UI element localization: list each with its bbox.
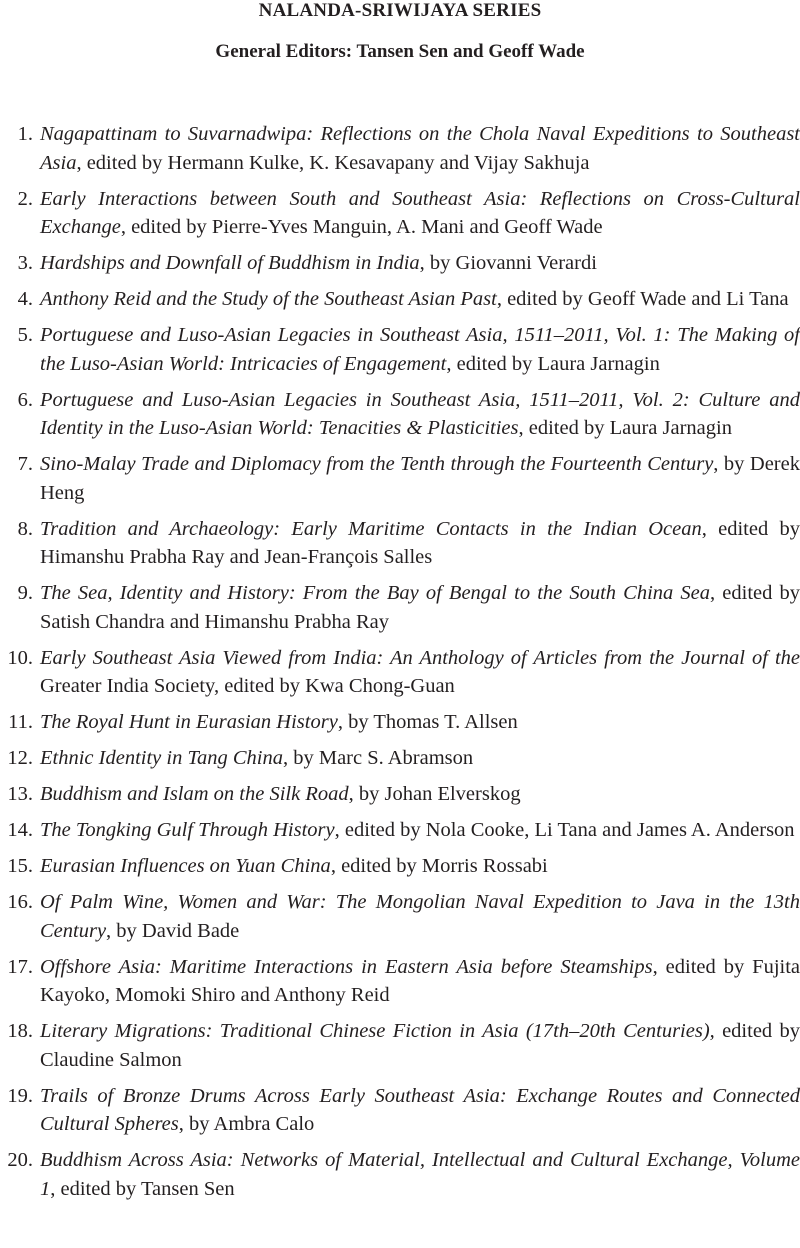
item-number: 19. [7, 1084, 33, 1107]
item-number: 12. [7, 747, 33, 769]
book-details: edited by Claudine Salmon [40, 1020, 800, 1071]
item-number: 15. [7, 855, 33, 877]
item-number: 11. [8, 711, 33, 733]
series-title: NALANDA-SRIWIJAYA SERIES [258, 0, 542, 21]
book-title: Trails of Bronze Drums Across Early Southeast Asia: Exchange Routes and Connected Cultural Spheres [40, 1084, 800, 1135]
book-title: Eurasian Influences on Yuan China [40, 855, 331, 877]
book-details: , edited by Geoff Wade and Li Tana [496, 288, 789, 310]
item-number: 2. [17, 187, 33, 210]
item-number: 20. [7, 1149, 33, 1171]
book-title: Of Palm Wine, Women and War: The Mongolian Naval Expedition to Java in the 13th Century [40, 891, 800, 942]
list-item [0, 185, 800, 242]
item-number: 14. [7, 819, 33, 841]
book-details: , by Thomas T. Allsen [337, 711, 518, 733]
list-item [0, 1017, 800, 1074]
item-number: 4. [17, 288, 33, 310]
item-number: 6. [17, 388, 33, 411]
book-title: The Sea, Identity and History: From the Bay of Bengal to the South China Sea [40, 582, 711, 604]
list-item [0, 321, 800, 378]
list-item [0, 515, 800, 572]
book-details: , edited by Morris Rossabi [330, 855, 548, 877]
list-item [0, 953, 800, 1010]
book-title: The Royal Hunt in Eurasian History [40, 711, 338, 733]
book-details: , edited by Hermann Kulke, K. Kesavapany and Vijay Sakhuja [76, 151, 590, 174]
item-number: 1. [17, 123, 33, 145]
book-title: Sino-Malay Trade and Diplomacy from the Tenth through the Fourteenth Century [40, 453, 714, 475]
book-title: Portuguese and Luso-Asian Legacies in Southeast Asia, 1511–2011, Vol. 1: The Making of the Luso-Asian World: Intricacies of Engagement [40, 324, 800, 375]
book-title: Buddhism and Islam on the Silk Road [40, 783, 349, 805]
book-list [0, 120, 800, 1211]
list-item [0, 386, 800, 443]
book-title: Literary Migrations: Traditional Chinese Fiction in Asia (17th–20th Centuries), [40, 1020, 715, 1042]
item-number: 17. [7, 955, 33, 978]
book-details: , by Giovanni Verardi [419, 252, 597, 274]
list-item [0, 450, 800, 507]
list-item [0, 708, 800, 737]
book-title: Hardships and Downfall of Buddhism in India [40, 252, 420, 274]
book-details: , by Marc S. Abramson [282, 747, 474, 769]
book-details: , by David Bade [106, 919, 240, 942]
book-details: , edited by Satish Chandra and Himanshu Prabha Ray [40, 582, 800, 633]
book-title: Tradition and Archaeology: Early Maritime Contacts in the Indian Ocean [40, 517, 702, 540]
item-number: 3. [17, 252, 33, 274]
list-item [0, 120, 800, 177]
item-number: 16. [7, 891, 33, 913]
book-details: , edited by Fujita Kayoko, Momoki Shiro and Anthony Reid [40, 955, 800, 1006]
list-item [0, 644, 800, 701]
list-item [0, 249, 800, 278]
book-details: Greater India Society, edited by Kwa Chong-Guan [40, 675, 455, 697]
book-details: , by Ambra Calo [178, 1113, 315, 1135]
list-item [0, 780, 800, 809]
book-title: Offshore Asia: Maritime Interactions in Eastern Asia before Steamships [40, 955, 653, 978]
list-item [0, 816, 800, 845]
list-item [0, 744, 800, 773]
list-item [0, 285, 800, 314]
book-details: , edited by Pierre-Yves Manguin, A. Mani and Geoff Wade [120, 216, 603, 238]
book-details: , by Derek Heng [40, 453, 800, 504]
item-number: 18. [7, 1020, 33, 1042]
book-details: , edited by Nola Cooke, Li Tana and James A. Anderson [334, 819, 795, 841]
item-number: 10. [7, 646, 33, 669]
list-item [0, 888, 800, 945]
book-details: , edited by Laura Jarnagin [446, 352, 660, 375]
book-details: , edited by Tansen Sen [50, 1177, 235, 1200]
item-number: 9. [17, 582, 33, 604]
book-title: Early Interactions between South and Southeast Asia: Reflections on Cross-Cultural Exchange [40, 187, 800, 238]
item-number: 5. [17, 324, 33, 346]
book-title: The Tongking Gulf Through History [40, 819, 335, 841]
list-item [0, 579, 800, 636]
item-number: 7. [17, 453, 33, 475]
book-title: Ethnic Identity in Tang China [40, 747, 283, 769]
book-title: Anthony Reid and the Study of the Southeast Asian Past [40, 288, 497, 310]
book-title: Buddhism Across Asia: Networks of Material, Intellectual and Cultural Exchange, Volume 1 [40, 1149, 800, 1200]
book-title: Portuguese and Luso-Asian Legacies in Southeast Asia, 1511–2011, Vol. 2: Culture and Identity in the Luso-Asian World: Tenacities & Plasticities [40, 388, 800, 439]
list-item [0, 1082, 800, 1139]
book-title: Nagapattinam to Suvarnadwipa: Reflections on the Chola Naval Expeditions to Southeast Asia [40, 123, 800, 174]
book-details: , edited by Himanshu Prabha Ray and Jean-François Salles [40, 517, 800, 568]
general-editors: General Editors: Tansen Sen and Geoff Wade [215, 41, 585, 62]
list-item [0, 1146, 800, 1203]
item-number: 13. [7, 783, 33, 805]
book-title: Early Southeast Asia Viewed from India: An Anthology of Articles from the Journal of the [40, 646, 800, 669]
book-details: , by Johan Elverskog [348, 783, 521, 805]
book-details: , edited by Laura Jarnagin [518, 417, 732, 439]
item-number: 8. [17, 517, 33, 540]
list-item [0, 852, 800, 881]
